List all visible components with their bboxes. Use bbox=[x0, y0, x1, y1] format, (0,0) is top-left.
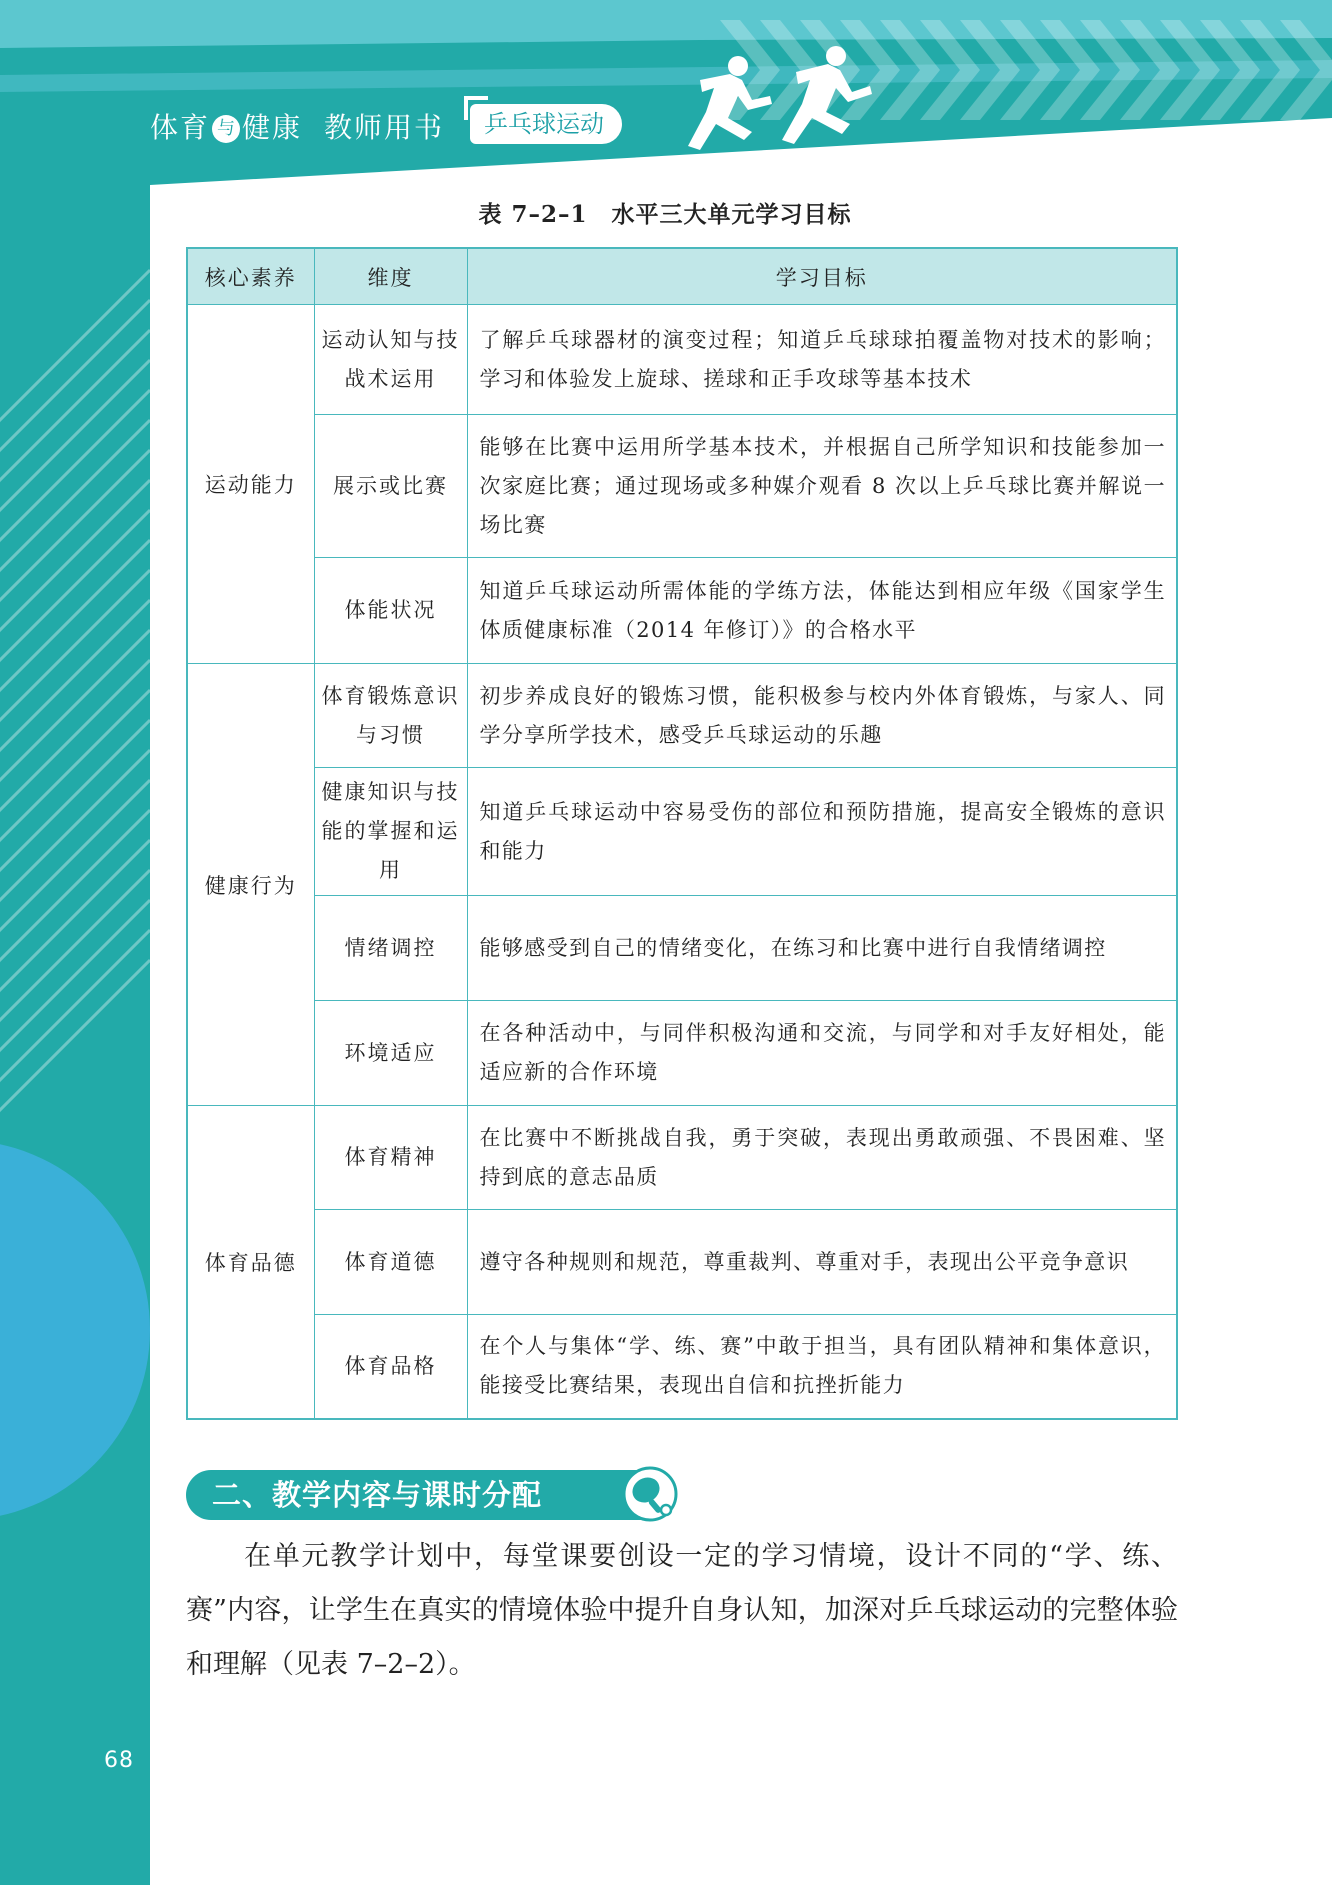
book-title-part1: 体育 bbox=[150, 111, 211, 144]
dimension-cell: 展示或比赛 bbox=[314, 415, 467, 558]
dimension-cell: 情绪调控 bbox=[314, 896, 467, 1001]
page-number: 68 bbox=[104, 1748, 134, 1773]
column-header: 核心素养 bbox=[187, 248, 314, 305]
column-header: 维度 bbox=[314, 248, 467, 305]
dimension-cell: 健康知识与技能的掌握和运用 bbox=[314, 768, 467, 896]
core-literacy-cell: 运动能力 bbox=[187, 305, 314, 664]
goal-cell: 在各种活动中，与同伴积极沟通和交流，与同学和对手友好相处，能适应新的合作环境 bbox=[467, 1001, 1177, 1106]
book-title-and-badge: 与 bbox=[212, 115, 240, 143]
section-heading-text: 二、教学内容与课时分配 bbox=[212, 1478, 543, 1512]
table-row bbox=[187, 305, 1177, 415]
learning-goals-table bbox=[186, 247, 1178, 1420]
goal-cell: 在比赛中不断挑战自我，勇于突破，表现出勇敢顽强、不畏困难、坚持到底的意志品质 bbox=[467, 1106, 1177, 1210]
ping-pong-paddle-icon bbox=[622, 1466, 678, 1524]
goal-cell: 初步养成良好的锻炼习惯，能积极参与校内外体育锻炼，与家人、同学分享所学技术，感受乒乓球运动的乐趣 bbox=[467, 664, 1177, 768]
header-banner bbox=[0, 0, 1332, 190]
dimension-cell: 体育锻炼意识与习惯 bbox=[314, 664, 467, 768]
goal-cell: 在个人与集体“学、练、赛”中敢于担当，具有团队精神和集体意识，能接受比赛结果，表现出自信和抗挫折能力 bbox=[467, 1315, 1177, 1419]
dimension-cell: 环境适应 bbox=[314, 1001, 467, 1106]
goal-cell: 遵守各种规则和规范，尊重裁判、尊重对手，表现出公平竞争意识 bbox=[467, 1210, 1177, 1315]
goal-cell: 了解乒乓球器材的演变过程；知道乒乓球球拍覆盖物对技术的影响；学习和体验发上旋球、搓球和正手攻球等基本技术 bbox=[467, 305, 1177, 415]
table-row bbox=[187, 558, 1177, 664]
goal-cell: 能够在比赛中运用所学基本技术，并根据自己所学知识和技能参加一次家庭比赛；通过现场或多种媒介观看 8 次以上乒乓球比赛并解说一场比赛 bbox=[467, 415, 1177, 558]
book-title-part2: 健康 bbox=[242, 111, 303, 144]
book-title bbox=[150, 106, 444, 146]
table-row bbox=[187, 1001, 1177, 1106]
table-row bbox=[187, 1106, 1177, 1210]
dimension-cell: 体育品格 bbox=[314, 1315, 467, 1419]
table-header-row bbox=[187, 248, 1177, 305]
table-row bbox=[187, 415, 1177, 558]
column-header: 学习目标 bbox=[467, 248, 1177, 305]
table-caption: 表 7–2–1 水平三大单元学习目标 bbox=[478, 201, 852, 228]
dimension-cell: 体育道德 bbox=[314, 1210, 467, 1315]
body-paragraph: 在单元教学计划中，每堂课要创设一定的学习情境，设计不同的“学、练、赛”内容，让学生在真实的情境体验中提升自身认知，加深对乒乓球运动的完整体验和理解（见表 7–2–2）。 bbox=[186, 1541, 1178, 1680]
table-row bbox=[187, 896, 1177, 1001]
core-literacy-cell: 体育品德 bbox=[187, 1106, 314, 1419]
table-row bbox=[187, 1315, 1177, 1419]
section-heading bbox=[186, 1470, 660, 1520]
dimension-cell: 体能状况 bbox=[314, 558, 467, 664]
table-row bbox=[187, 768, 1177, 896]
table-row bbox=[187, 1210, 1177, 1315]
book-tag: 乒乓球运动 bbox=[470, 104, 622, 144]
goal-cell: 知道乒乓球运动所需体能的学练方法，体能达到相应年级《国家学生体质健康标准（2014 年修订）》的合格水平 bbox=[467, 558, 1177, 664]
goal-cell: 知道乒乓球运动中容易受伤的部位和预防措施，提高安全锻炼的意识和能力 bbox=[467, 768, 1177, 896]
left-margin-decoration bbox=[0, 0, 150, 1885]
dimension-cell: 运动认知与技战术运用 bbox=[314, 305, 467, 415]
goal-cell: 能够感受到自己的情绪变化，在练习和比赛中进行自我情绪调控 bbox=[467, 896, 1177, 1001]
dimension-cell: 体育精神 bbox=[314, 1106, 467, 1210]
table-row bbox=[187, 664, 1177, 768]
core-literacy-cell: 健康行为 bbox=[187, 664, 314, 1106]
book-title-part3: 教师用书 bbox=[324, 111, 445, 144]
